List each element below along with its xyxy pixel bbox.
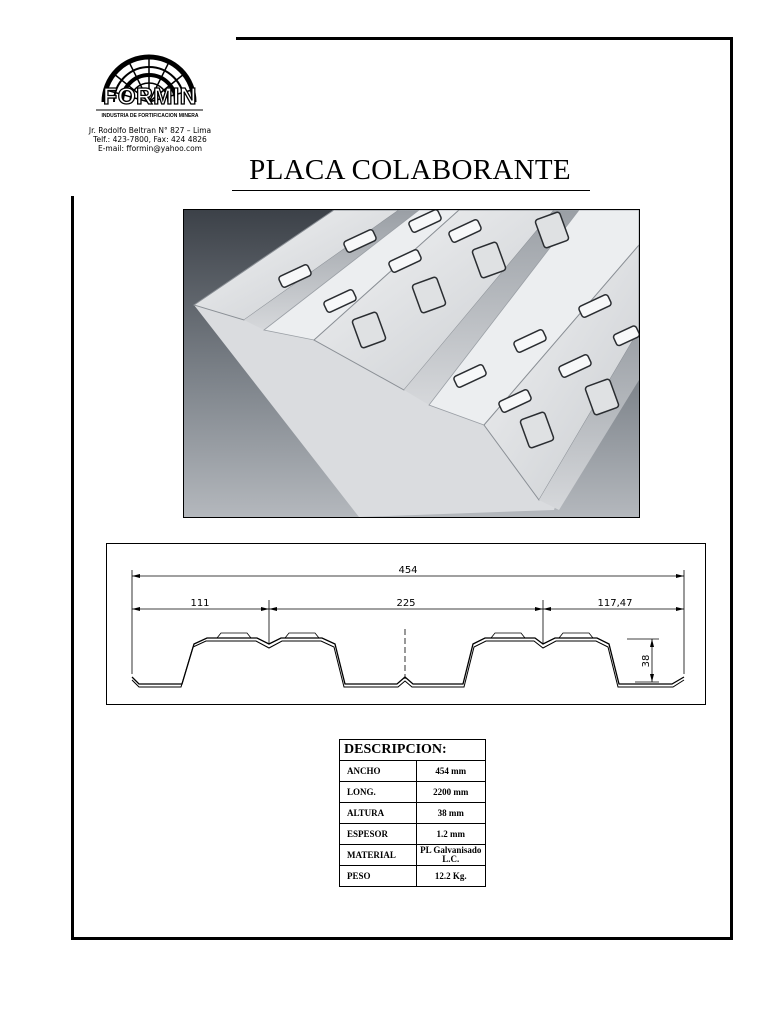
contact-phones: Telf.: 423-7800, Fax: 424 4826: [93, 135, 207, 144]
table-row: [340, 845, 486, 866]
material-line-2: L.C.: [442, 854, 460, 864]
row-label-peso: PESO: [340, 866, 417, 887]
row-label-long: LONG.: [340, 782, 417, 803]
row-value-altura: 38 mm: [416, 803, 485, 824]
logo-name: FORMIN: [103, 83, 197, 109]
logo-tagline: INDUSTRIA DE FORTIFICACION MINERA: [101, 113, 199, 119]
row-value-peso: 12.2 Kg.: [416, 866, 485, 887]
description-header: DESCRIPCION:: [340, 740, 486, 761]
dim-left-width: 111: [190, 598, 210, 609]
row-label-altura: ALTURA: [340, 803, 417, 824]
table-row: [340, 824, 486, 845]
row-value-ancho: 454 mm: [416, 761, 485, 782]
dim-height: 38: [641, 654, 652, 668]
page-title: PLACA COLABORANTE: [249, 154, 571, 186]
row-label-material: MATERIAL: [340, 845, 417, 866]
row-value-long: 2200 mm: [416, 782, 485, 803]
profile-drawing: [106, 543, 706, 705]
row-value-material: [416, 845, 485, 866]
row-value-espesor: 1.2 mm: [416, 824, 485, 845]
table-row: [340, 782, 486, 803]
frame-bottom-line: [71, 937, 733, 940]
table-row: [340, 866, 486, 887]
dim-right-width: 117,47: [597, 598, 633, 609]
description-table: [339, 739, 486, 887]
dim-total-width: 454: [398, 565, 418, 576]
row-label-espesor: ESPESOR: [340, 824, 417, 845]
table-row: [340, 803, 486, 824]
contact-address: Jr. Rodolfo Beltran N° 827 – Lima: [88, 126, 212, 135]
contact-block: [66, 126, 234, 153]
frame-top-line: [236, 37, 733, 40]
frame-right-line: [730, 37, 733, 940]
title-underline: [232, 190, 590, 191]
frame-left-line: [71, 196, 74, 940]
table-header-row: [340, 740, 486, 761]
row-label-ancho: ANCHO: [340, 761, 417, 782]
contact-email: E-mail: fformin@yahoo.com: [97, 144, 202, 153]
product-render-image: [183, 209, 640, 518]
table-row: [340, 761, 486, 782]
dim-center-width: 225: [396, 598, 416, 609]
material-line-1: PL Galvanisado: [420, 845, 482, 855]
